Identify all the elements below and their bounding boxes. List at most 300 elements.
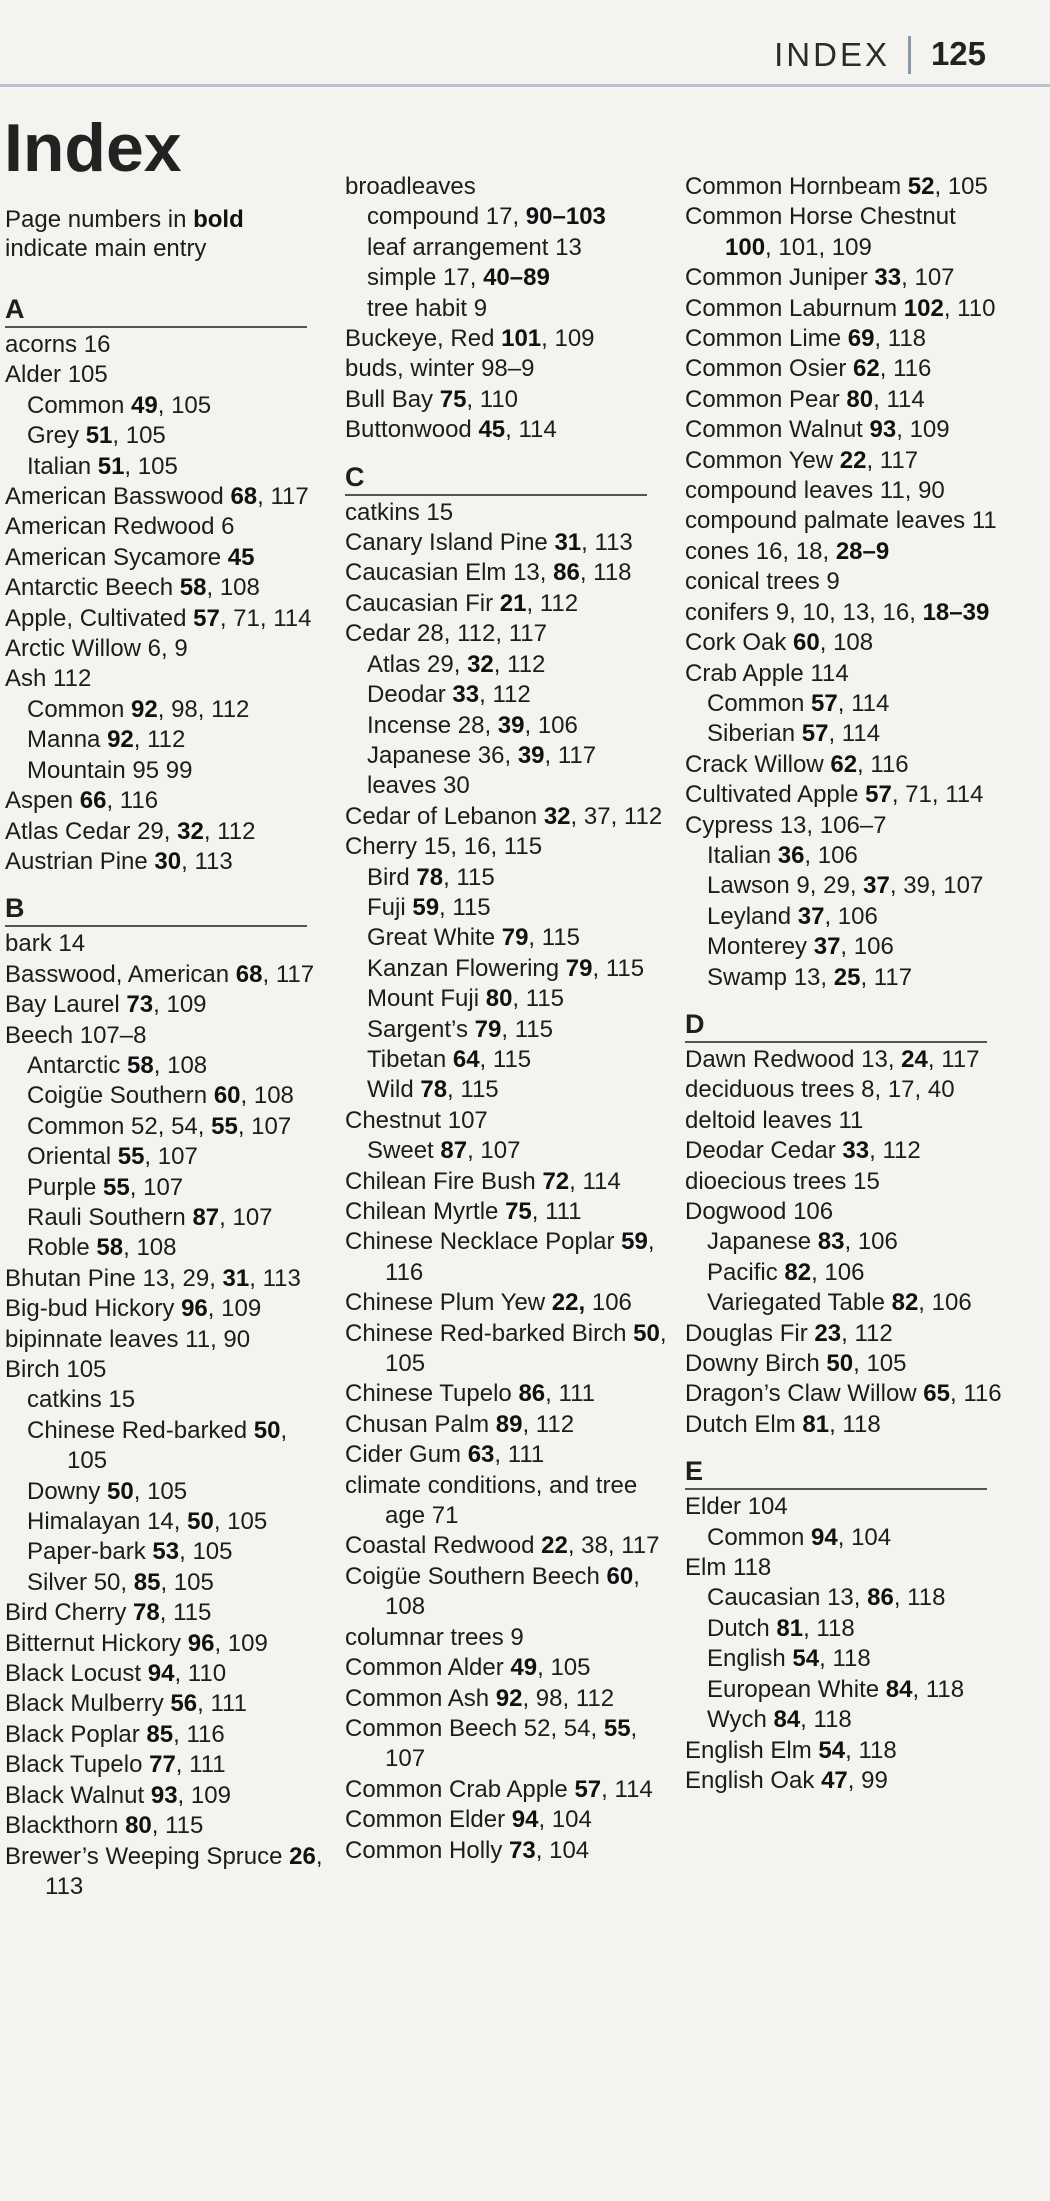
index-subentry	[5, 756, 327, 786]
entry-term: compound	[367, 203, 480, 231]
index-subentry: Dutch 81, 118	[707, 1614, 855, 1642]
index-entry	[685, 1553, 1007, 1583]
index-entry: Black Locust 94, 110	[5, 1660, 227, 1688]
page-ref: 29	[137, 817, 164, 845]
page-ref-main: 94	[511, 1806, 539, 1834]
page-ref: 116	[385, 1258, 424, 1286]
page-ref: 107	[143, 1173, 184, 1201]
page-ref: 11	[879, 477, 905, 505]
page-ref: 112	[147, 726, 186, 754]
entry-term: Bird Cherry	[5, 1599, 127, 1627]
entry-term: Chinese Red-barked	[27, 1416, 248, 1444]
entry-term: Crack Willow	[685, 750, 824, 778]
page-ref: 109	[221, 1295, 262, 1323]
index-subentry: Common 49, 105	[27, 391, 212, 419]
index-subentry: Italian 51, 105	[27, 452, 178, 480]
entry-term: Common Juniper	[685, 264, 868, 292]
entry-term: English	[707, 1645, 786, 1673]
page-ref: 114	[518, 416, 557, 444]
index-subentry: Common 92, 98, 112	[27, 695, 250, 723]
index-entry	[685, 1492, 1007, 1522]
page-ref: 118	[816, 1614, 855, 1642]
page-ref: 117	[270, 483, 309, 511]
page-ref-main: 83	[817, 1228, 845, 1256]
page-ref: 16	[463, 833, 491, 861]
index-subentry: Wych 84, 118	[707, 1706, 852, 1734]
page-ref: 52	[523, 1714, 551, 1742]
entry-term: Cedar	[345, 620, 411, 648]
index-entry: compound leaves 11, 90	[685, 477, 945, 505]
entry-term: Cherry	[345, 833, 418, 861]
page-ref: 107	[943, 872, 984, 900]
page-ref: 118	[907, 1584, 946, 1612]
intro-note	[5, 205, 315, 263]
page-ref: 15	[108, 1386, 136, 1414]
entry-term: Bitternut Hickory	[5, 1629, 182, 1657]
index-entry	[5, 1021, 327, 1051]
index-subentry: Incense 28, 39, 106	[367, 711, 578, 739]
page-ref: 118	[813, 1706, 852, 1734]
page-ref-main: 39	[517, 741, 545, 769]
entry-term: Aspen	[5, 787, 74, 815]
index-subentry: Kanzan Flowering 79, 115	[367, 954, 645, 982]
page-ref-main: 37	[813, 933, 841, 961]
page-ref-main: 52	[907, 173, 935, 200]
page-ref-main: 49	[131, 391, 158, 419]
page-ref: 98–9	[481, 355, 535, 383]
entry-term: simple	[367, 264, 437, 292]
entry-term: Swamp	[707, 963, 788, 991]
page-ref: 11	[971, 507, 997, 535]
page-ref: 109	[166, 991, 207, 1019]
page-ref: 115	[452, 893, 491, 921]
entry-term: Paper-bark	[27, 1538, 146, 1566]
page-ref: 6	[221, 513, 235, 541]
index-entry	[345, 498, 667, 528]
page-ref: 118	[733, 1554, 772, 1582]
entry-term: American Sycamore	[5, 543, 222, 571]
page-ref: 8	[861, 1076, 875, 1104]
index-entry	[345, 1288, 667, 1318]
index-column-2	[345, 172, 667, 1866]
index-entry	[345, 1471, 667, 1532]
page-ref-main: 92	[107, 726, 134, 754]
entry-term: Chinese Red-barked Birch	[345, 1319, 627, 1347]
page-ref-main: 56	[170, 1690, 198, 1718]
page-ref-main: 60	[793, 629, 820, 657]
page-ref-main: 89	[495, 1410, 523, 1438]
entry-term: Cork Oak	[685, 629, 787, 657]
page-ref-main: 86	[518, 1380, 546, 1408]
page-ref-main: 32	[543, 802, 571, 830]
entry-term: Chinese Tupelo	[345, 1380, 512, 1408]
page-ref-main: 101	[501, 325, 542, 353]
entry-term: tree habit	[367, 294, 468, 322]
page-ref: 15	[853, 1167, 880, 1195]
page-ref-main: 68	[230, 483, 258, 511]
page-ref: 15	[426, 498, 454, 526]
page-ref-main: 22	[541, 1532, 568, 1560]
index-entry	[685, 506, 1007, 536]
page-ref-main: 50	[253, 1416, 281, 1444]
index-entry: Cider Gum 63, 111	[345, 1441, 545, 1469]
page-ref-main: 81	[802, 1410, 830, 1438]
page-ref: 106	[537, 711, 578, 739]
entry-term: Grey	[27, 422, 80, 450]
index-entry: Buckeye, Red 101, 109	[345, 325, 595, 353]
page-ref: 90	[223, 1325, 251, 1353]
index-subentry: Common 57, 114	[707, 689, 890, 717]
page-ref-main: 50	[107, 1477, 134, 1505]
page-ref-main: 55	[603, 1714, 631, 1742]
page-ref: 50	[93, 1568, 121, 1596]
page-ref-main: 80	[125, 1812, 152, 1840]
page-ref-main: 94	[147, 1660, 175, 1688]
page-ref: 117	[508, 620, 547, 648]
index-entry: Atlas Cedar 29, 32, 112	[5, 817, 256, 845]
entry-term: Common Walnut	[685, 416, 863, 444]
index-subentry: Paper-bark 53, 105	[27, 1538, 233, 1566]
index-entry	[5, 929, 327, 959]
page-ref: 111	[507, 1441, 545, 1469]
index-subentry	[5, 1385, 327, 1415]
entry-term: dioecious trees	[685, 1167, 847, 1195]
page-ref-main: 93	[869, 416, 897, 444]
index-entry: Common Yew 22, 117	[685, 446, 919, 474]
entry-term: Canary Island Pine	[345, 529, 548, 557]
page-ref-main: 33	[874, 264, 902, 292]
page-ref: 114	[810, 659, 849, 687]
page-ref-main: 79	[501, 924, 529, 952]
page-ref: 13	[142, 1264, 170, 1292]
page-ref-main: 90–103	[525, 203, 606, 231]
section-label: INDEX	[774, 36, 890, 73]
index-entry: Arctic Willow 6, 9	[5, 635, 188, 663]
page-ref-main: 30	[154, 847, 182, 875]
page-ref: 99	[861, 1766, 888, 1794]
index-entry: Chilean Fire Bush 72, 114	[345, 1167, 621, 1195]
index-subentry: Siberian 57, 114	[707, 720, 881, 748]
entry-term: Chinese Plum Yew	[345, 1289, 546, 1317]
entry-term: deltoid leaves	[685, 1106, 832, 1134]
entry-term: Fuji	[367, 893, 406, 921]
entry-term: Bull Bay	[345, 385, 434, 413]
entry-term: Purple	[27, 1173, 97, 1201]
entry-term: Dragon’s Claw Willow	[685, 1380, 917, 1408]
index-entry: Chinese Necklace Poplar 59, 116	[345, 1228, 655, 1286]
entry-term: Black Mulberry	[5, 1690, 164, 1718]
index-entry	[685, 1167, 1007, 1197]
entry-term: conifers	[685, 598, 770, 626]
entry-term: Caucasian Elm	[345, 559, 507, 587]
page-ref-main: 58	[179, 574, 207, 602]
page-ref: 110	[187, 1660, 227, 1688]
page-ref: 109	[554, 325, 595, 353]
page-ref: 113	[45, 1872, 84, 1900]
entry-term: leaves	[367, 772, 437, 800]
entry-term: Buttonwood	[345, 416, 472, 444]
index-entry: Bull Bay 75, 110	[345, 385, 519, 413]
page-ref: 10	[802, 598, 830, 626]
index-entry	[345, 1623, 667, 1653]
page-ref: 17	[485, 203, 513, 231]
page-ref-main: 58	[127, 1051, 154, 1079]
entry-term: Deodar	[367, 681, 446, 709]
page-ref-main: 50	[633, 1319, 660, 1347]
page-ref: 115	[456, 863, 495, 891]
page-ref-main: 86	[867, 1584, 894, 1612]
page-ref: 105	[67, 361, 108, 389]
index-subentry: Coigüe Southern 60, 108	[27, 1082, 294, 1110]
index-subentry: Lawson 9, 29, 37, 39, 107	[707, 872, 984, 900]
page-ref-main: 85	[133, 1568, 161, 1596]
page-ref-main: 60	[606, 1562, 634, 1590]
entry-term: leaf arrangement	[367, 233, 549, 261]
page-ref-main: 22	[839, 446, 867, 474]
index-subentry: Chinese Red-barked 50, 105	[27, 1416, 288, 1475]
index-subentry: Common 94, 104	[707, 1523, 892, 1551]
page-ref: 98	[535, 1684, 563, 1712]
index-subentry: Rauli Southern 87, 107	[27, 1203, 273, 1231]
page-ref-main: 92	[495, 1684, 523, 1712]
page-ref: 112	[457, 620, 496, 648]
page-ref-main: 36	[777, 841, 805, 869]
index-entry: Chilean Myrtle 75, 111	[345, 1198, 582, 1225]
page-ref: 54	[171, 1112, 198, 1140]
page-ref-main: 75	[505, 1198, 532, 1225]
page-ref: 6	[147, 635, 162, 663]
page-ref: 115	[492, 1045, 532, 1073]
page-ref: 29	[427, 650, 454, 678]
page-ref-main: 92	[131, 695, 158, 723]
page-ref: 105	[125, 422, 166, 450]
page-ref: 90	[918, 477, 945, 505]
index-entry: Cedar 28, 112, 117	[345, 620, 547, 648]
index-entry: Coigüe Southern Beech 60, 108	[345, 1562, 640, 1621]
entry-term: Japanese	[707, 1228, 812, 1256]
page-ref: 17	[443, 264, 470, 292]
page-ref: 17	[887, 1076, 915, 1104]
page-ref: 38	[581, 1532, 608, 1560]
page-ref: 112	[539, 589, 579, 617]
page-ref: 105	[866, 1350, 907, 1378]
page-ref-main: 57	[811, 689, 838, 717]
entry-term: Common Horse Chestnut	[685, 203, 956, 231]
page-ref: 105	[947, 173, 988, 200]
page-ref: 40	[927, 1076, 955, 1104]
page-ref-main: 100	[725, 233, 766, 261]
page-ref: 115	[503, 833, 543, 861]
index-entry: Cultivated Apple 57, 71, 114	[685, 781, 984, 809]
index-entry: Common Pear 80, 114	[685, 385, 925, 413]
entry-term: cones	[685, 537, 750, 565]
index-entry: Common Holly 73, 104	[345, 1836, 590, 1864]
page-ref: 107	[914, 264, 955, 292]
page-ref: 9	[510, 1623, 524, 1651]
intro-before: Page numbers in	[5, 206, 194, 233]
index-entry	[5, 543, 327, 573]
index-subentry: Swamp 13, 25, 117	[707, 963, 913, 991]
page-ref: 71	[233, 604, 260, 632]
entry-term: Common Pear	[685, 385, 840, 413]
index-entry: English Oak 47, 99	[685, 1766, 888, 1794]
index-subentry: Mount Fuji 80, 115	[367, 985, 565, 1013]
index-subentry	[345, 233, 667, 263]
page-ref-main: 102	[903, 294, 944, 322]
entry-term: Dutch	[707, 1614, 770, 1642]
page-ref: 115	[525, 985, 565, 1013]
index-column-3	[685, 172, 1007, 1796]
page-ref: 112	[53, 665, 92, 693]
page-ref: 117	[557, 741, 597, 769]
page-ref: 101	[778, 233, 819, 261]
page-ref-main: 80	[485, 985, 513, 1013]
entry-term: Sargent’s	[367, 1015, 468, 1043]
index-subentry: Sweet 87, 107	[367, 1137, 521, 1165]
entry-term: Common Alder	[345, 1654, 504, 1682]
index-entry: Brewer’s Weeping Spruce 26, 113	[5, 1842, 323, 1900]
page-ref: 105	[137, 452, 178, 480]
page-ref-main: 33	[842, 1137, 870, 1165]
page-ref: 112	[575, 1684, 615, 1712]
page-ref-main: 54	[818, 1736, 846, 1764]
entry-term: Common	[707, 689, 805, 717]
page-ref-main: 64	[452, 1045, 480, 1073]
page-ref: 106	[837, 902, 878, 930]
page-ref: 112	[535, 1410, 575, 1438]
index-entry: Dawn Redwood 13, 24, 117	[685, 1045, 980, 1073]
index-subentry: Roble 58, 108	[27, 1234, 177, 1262]
page-ref: 14	[147, 1508, 174, 1536]
entry-term: Variegated Table	[707, 1289, 885, 1317]
index-entry: Common Walnut 93, 109	[685, 416, 950, 444]
letter-heading: D	[685, 1007, 987, 1043]
index-entry: Douglas Fir 23, 112	[685, 1319, 893, 1347]
page-ref-main: 78	[420, 1076, 448, 1104]
page-ref: 28	[417, 620, 444, 648]
index-entry: Common Hornbeam 52, 105	[685, 173, 988, 200]
entry-term: American Basswood	[5, 483, 224, 511]
page-ref-main: 80	[846, 385, 874, 413]
entry-term: Cultivated Apple	[685, 781, 859, 809]
index-entry: Caucasian Elm 13, 86, 118	[345, 559, 632, 587]
page-ref: 105	[147, 1477, 188, 1505]
entry-term: Common Holly	[345, 1836, 503, 1864]
page-ref-main: 86	[553, 559, 580, 587]
index-entry: Downy Birch 50, 105	[685, 1350, 907, 1378]
index-subentry: Grey 51, 105	[27, 422, 166, 450]
page-ref-main: 25	[833, 963, 861, 991]
index-entry: Common Juniper 33, 107	[685, 264, 955, 292]
index-entry: Dutch Elm 81, 118	[685, 1410, 881, 1438]
index-subentry: Purple 55, 107	[27, 1173, 184, 1201]
page-ref: 105	[173, 1568, 214, 1596]
entry-term: Chilean Myrtle	[345, 1198, 499, 1225]
letter-heading: C	[345, 460, 647, 496]
index-entry: English Elm 54, 118	[685, 1736, 897, 1764]
page-ref: 118	[925, 1675, 965, 1703]
index-entry: Common Crab Apple 57, 114	[345, 1775, 653, 1803]
index-entry: Common Osier 62, 116	[685, 355, 932, 383]
entry-term: Monterey	[707, 933, 808, 961]
entry-term: broadleaves	[345, 173, 476, 200]
page-ref: 114	[851, 689, 890, 717]
page-number: 125	[930, 35, 986, 72]
index-entry: Common Ash 92, 98, 112	[345, 1684, 615, 1712]
page-ref: 9	[174, 635, 188, 663]
page-ref: 108	[167, 1051, 208, 1079]
entry-term: Lawson	[707, 872, 790, 900]
entry-term: Apple, Cultivated	[5, 604, 187, 632]
page-ref: 13	[513, 559, 540, 587]
page-ref: 29	[823, 872, 850, 900]
page-ref: 104	[747, 1493, 788, 1521]
index-entry	[345, 172, 667, 202]
index-entry: Big-bud Hickory 96, 109	[5, 1295, 262, 1323]
page-ref-main: 54	[792, 1645, 820, 1673]
entry-term: Incense	[367, 711, 452, 739]
index-entry: Dragon’s Claw Willow 65, 116	[685, 1380, 1002, 1408]
entry-term: acorns	[5, 331, 78, 358]
page-ref-main: 24	[901, 1045, 928, 1073]
entry-term: Cider Gum	[345, 1441, 462, 1469]
entry-term: Coastal Redwood	[345, 1532, 535, 1560]
index-entry: Blackthorn 80, 115	[5, 1812, 204, 1840]
page-ref-main: 84	[885, 1675, 913, 1703]
entry-term: Austrian Pine	[5, 847, 148, 875]
entry-term: bipinnate leaves	[5, 1325, 179, 1353]
entry-term: Douglas Fir	[685, 1319, 808, 1347]
page-ref: 106	[591, 1289, 632, 1317]
index-entry	[5, 360, 327, 390]
page-ref: 107	[385, 1745, 426, 1773]
page-ref-main: 62	[853, 355, 880, 383]
page-ref-main: 57	[193, 604, 220, 632]
index-entry	[5, 664, 327, 694]
index-subentry: Manna 92, 112	[27, 726, 186, 754]
entry-term: Common Beech	[345, 1714, 518, 1742]
page-ref: 109	[227, 1629, 268, 1657]
index-entry: cones 16, 18, 28–9	[685, 537, 890, 565]
index-entry	[5, 330, 327, 360]
page-ref: 9	[796, 872, 810, 900]
index-subentry: Downy 50, 105	[27, 1477, 188, 1505]
page-ref: 98	[171, 695, 198, 723]
index-entry: Bird Cherry 78, 115	[5, 1599, 212, 1627]
entry-term: Black Tupelo	[5, 1751, 143, 1779]
page-ref-main: 65	[923, 1380, 950, 1408]
page-ref-main: 79	[565, 954, 593, 982]
entry-term: Arctic Willow	[5, 635, 141, 663]
entry-term: Common Yew	[685, 446, 834, 474]
entry-term: Bird	[367, 863, 410, 891]
index-subentry: Common 52, 54, 55, 107	[27, 1112, 292, 1140]
entry-term: Common Hornbeam	[685, 173, 902, 200]
page-ref: 13	[555, 233, 582, 261]
page-ref-main: 55	[117, 1143, 145, 1171]
page-ref: 104	[549, 1836, 590, 1864]
entry-term: Atlas Cedar	[5, 817, 131, 845]
page-ref: 114	[614, 1775, 653, 1803]
index-entry	[5, 1355, 327, 1385]
page-ref-main: 57	[865, 781, 892, 809]
page-ref-main: 63	[467, 1441, 495, 1469]
page-ref: 37	[583, 802, 611, 830]
page-ref-main: 87	[440, 1137, 468, 1165]
page-ref-main: 82	[891, 1289, 919, 1317]
page-ref: 109	[190, 1781, 231, 1809]
entry-term: European White	[707, 1675, 880, 1703]
